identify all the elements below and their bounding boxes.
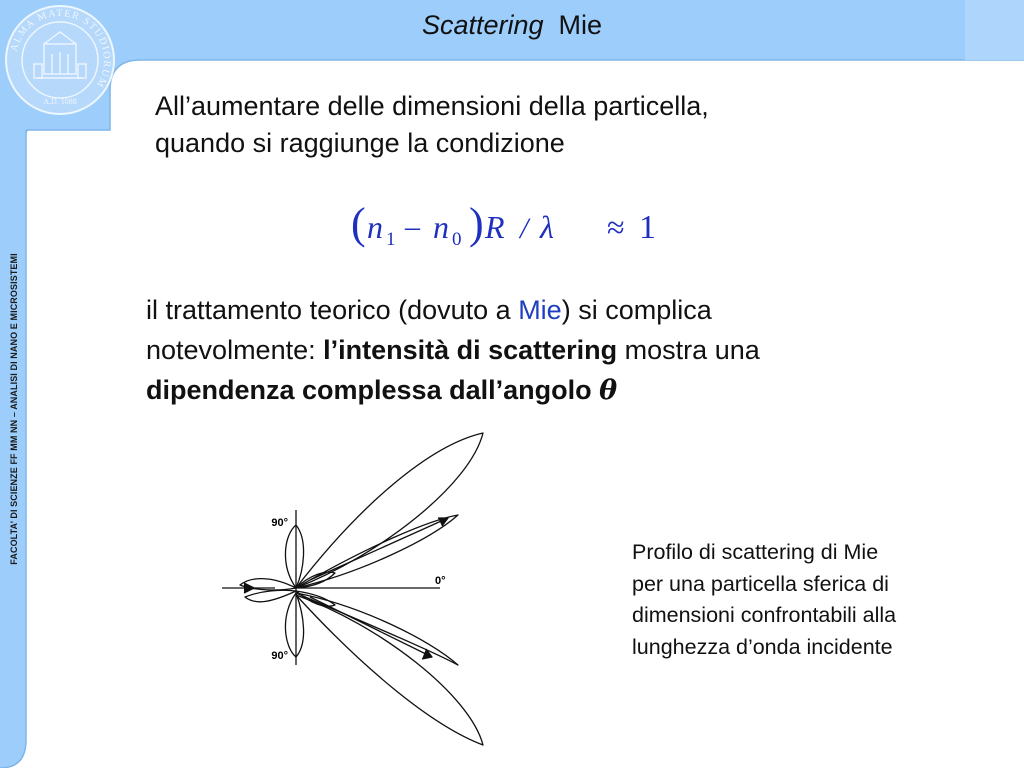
body-line-2 bbox=[146, 330, 946, 370]
formula-n0: n bbox=[433, 209, 449, 245]
body-bold-dependence: dipendenza complessa dall’angolo bbox=[146, 375, 600, 405]
body-text-2: ) si complica bbox=[561, 295, 712, 325]
formula-lambda: λ bbox=[540, 209, 554, 245]
mie-scattering-diagram bbox=[200, 425, 520, 760]
mie-condition-formula bbox=[345, 196, 675, 256]
diagram-label-right: 0° bbox=[435, 575, 446, 587]
title-plain: Mie bbox=[558, 10, 603, 40]
body-mie-highlight: Mie bbox=[518, 295, 562, 325]
formula-r: R bbox=[485, 209, 505, 245]
faculty-label-text: FACOLTA’ DI SCIENZE FF MM NN – ANALISI DI NANO E MICROSISTEMI bbox=[9, 253, 19, 565]
body-text-1: il trattamento teorico (dovuto a bbox=[146, 295, 519, 325]
formula-open-paren: ( bbox=[351, 199, 366, 248]
body-line-3 bbox=[146, 370, 946, 411]
caption-line-4: lunghezza d’onda incidente bbox=[632, 634, 893, 659]
diagram-label-bottom: 90° bbox=[271, 650, 288, 662]
faculty-side-label bbox=[0, 214, 28, 604]
formula-sub1: 1 bbox=[386, 229, 396, 250]
caption-line-3: dimensioni confrontabili alla bbox=[632, 603, 897, 627]
body-paragraph bbox=[146, 290, 946, 411]
formula-close-paren: ) bbox=[469, 199, 484, 248]
body-text-4: mostra una bbox=[617, 335, 760, 365]
formula-minus: – bbox=[405, 210, 420, 243]
diagram-label-top: 90° bbox=[271, 517, 288, 529]
formula-approx: ≈ bbox=[607, 209, 625, 245]
intro-paragraph bbox=[155, 88, 915, 162]
formula-one: 1 bbox=[639, 209, 656, 246]
body-theta-symbol: θ bbox=[599, 375, 618, 406]
formula-n1: n bbox=[367, 209, 383, 245]
formula-sub0: 0 bbox=[452, 229, 462, 250]
body-bold-intensity: l’intensità di scattering bbox=[323, 335, 618, 365]
title-italic: Scattering bbox=[421, 10, 544, 40]
slide-title bbox=[0, 10, 1024, 41]
diagram-caption bbox=[632, 537, 1002, 663]
svg-text:ALMA MATER STUDIORUM: ALMA MATER STUDIORUM bbox=[8, 7, 113, 90]
body-text-3: notevolmente: bbox=[146, 335, 324, 365]
body-line-1 bbox=[146, 290, 946, 330]
formula-slash: / bbox=[520, 212, 529, 245]
caption-line-1: Profilo di scattering di Mie bbox=[632, 540, 879, 564]
intro-line-1: All’aumentare delle dimensioni della particella, bbox=[155, 91, 709, 121]
caption-line-2: per una particella sferica di bbox=[632, 571, 889, 596]
intro-line-2: quando si raggiunge la condizione bbox=[155, 128, 565, 158]
svg-text:A.D. 1088: A.D. 1088 bbox=[43, 97, 77, 106]
